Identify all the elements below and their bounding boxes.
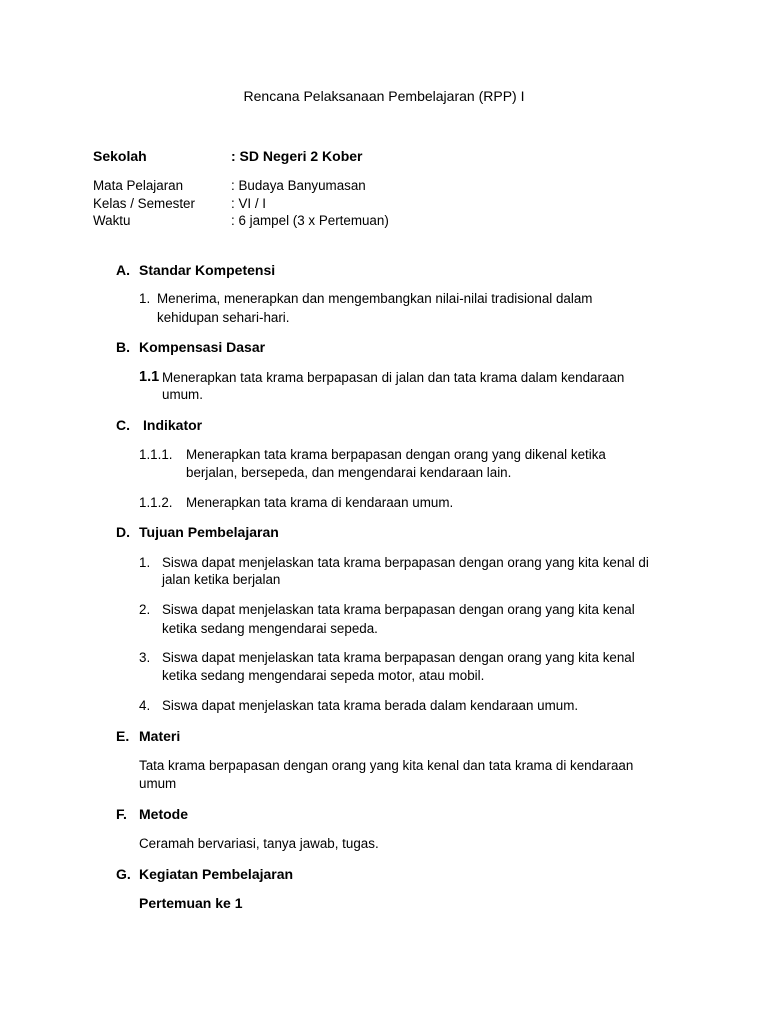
list-item-text: Menerapkan tata krama di kendaraan umum.: [186, 495, 454, 510]
materi-text: Tata krama berpapasan dengan orang yang kita kenal dan tata krama di kendaraan: [139, 758, 634, 773]
section-f-heading: Metode: [139, 806, 188, 822]
section-d-heading: Tujuan Pembelajaran: [139, 524, 279, 540]
list-item-number: 1.1.1.: [139, 447, 173, 462]
list-item-number: 1.1.2.: [139, 495, 173, 510]
section-b-letter: B.: [116, 339, 130, 355]
list-item-number: 1.: [139, 291, 151, 306]
list-item-text: Siswa dapat menjelaskan tata krama berpapasan dengan orang yang kita kenal di: [162, 555, 649, 570]
materi-text: umum: [139, 776, 177, 791]
section-e-letter: E.: [116, 728, 130, 744]
section-a-heading: Standar Kompetensi: [139, 262, 276, 278]
subject-value: : Budaya Banyumasan: [231, 178, 366, 193]
section-g-letter: G.: [116, 866, 131, 882]
list-item-number: 2.: [139, 602, 151, 617]
section-g-heading: Kegiatan Pembelajaran: [139, 866, 294, 882]
class-semester-value: : VI / I: [231, 196, 266, 211]
list-item-text: Siswa dapat menjelaskan tata krama berada dalam kendaraan umum.: [162, 698, 579, 713]
document-title: Rencana Pelaksanaan Pembelajaran (RPP) I: [243, 88, 525, 104]
list-item-text: umum.: [162, 387, 203, 402]
class-semester-label: Kelas / Semester: [93, 196, 195, 211]
meeting-subheading: Pertemuan ke 1: [139, 895, 243, 911]
section-e-heading: Materi: [139, 728, 181, 744]
list-item-number: 4.: [139, 698, 151, 713]
section-f-letter: F.: [116, 806, 127, 822]
school-value: : SD Negeri 2 Kober: [231, 148, 363, 164]
section-c-letter: C.: [116, 417, 130, 433]
list-item-number: 3.: [139, 650, 151, 665]
subject-label: Mata Pelajaran: [93, 178, 184, 193]
list-item-text: Menerapkan tata krama berpapasan dengan orang yang dikenal ketika: [186, 447, 606, 462]
list-item-text: jalan ketika berjalan: [162, 572, 281, 587]
list-item-text: Menerima, menerapkan dan mengembangkan nilai-nilai tradisional dalam: [157, 291, 593, 306]
time-value: : 6 jampel (3 x Pertemuan): [231, 213, 389, 228]
section-b-heading: Kompensasi Dasar: [139, 339, 266, 355]
list-item-text: ketika sedang mengendarai sepeda motor, atau mobil.: [162, 668, 485, 683]
list-item-number: 1.1: [139, 369, 160, 385]
section-a-letter: A.: [116, 262, 130, 278]
list-item-text: kehidupan sehari-hari.: [157, 310, 290, 325]
list-item-text: ketika sedang mengendarai sepeda.: [162, 621, 378, 636]
metode-text: Ceramah bervariasi, tanya jawab, tugas.: [139, 836, 379, 851]
list-item-text: Siswa dapat menjelaskan tata krama berpapasan dengan orang yang kita kenal: [162, 650, 635, 665]
section-c-heading: Indikator: [143, 417, 203, 433]
section-d-letter: D.: [116, 524, 130, 540]
list-item-text: berjalan, bersepeda, dan mengendarai kendaraan lain.: [186, 465, 512, 480]
list-item-text: Menerapkan tata krama berpapasan di jalan dan tata krama dalam kendaraan: [162, 370, 625, 385]
school-label: Sekolah: [93, 148, 147, 164]
time-label: Waktu: [93, 213, 131, 228]
list-item-number: 1.: [139, 555, 151, 570]
list-item-text: Siswa dapat menjelaskan tata krama berpapasan dengan orang yang kita kenal: [162, 602, 635, 617]
